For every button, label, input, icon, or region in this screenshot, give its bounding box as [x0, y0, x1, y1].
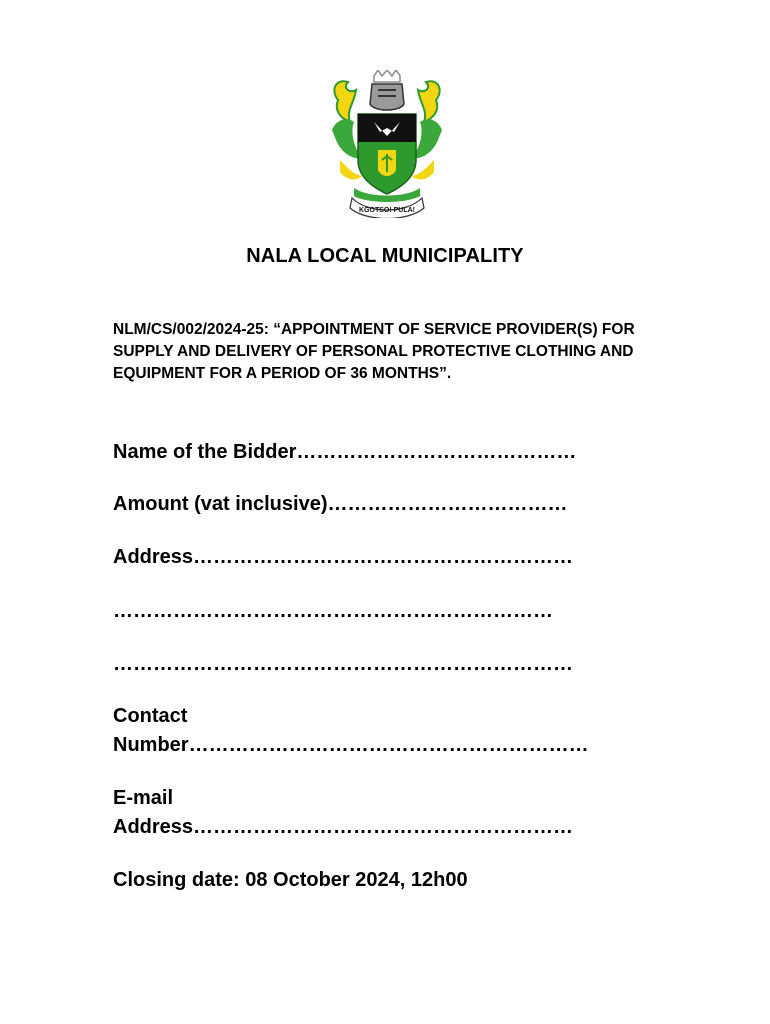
- tender-reference: NLM/CS/002/2024-25: “APPOINTMENT OF SERVICE PROVIDER(S) FOR SUPPLY AND DELIVERY OF PERSONAL PROTECTIVE CLOTHING AND EQUIPMENT FOR A PERIOD OF 36 MONTHS”.: [113, 321, 635, 382]
- municipal-crest: [328, 70, 446, 218]
- email-address-field: Address…………………………………………………: [113, 816, 574, 838]
- bidder-name-field: Name of the Bidder……………………………………: [113, 441, 577, 463]
- address-line-2: …………………………………………………………: [113, 600, 553, 622]
- crest-motto: KGOTSO! PULA!: [359, 207, 415, 214]
- closing-date: Closing date: 08 October 2024, 12h00: [113, 869, 468, 891]
- address-line-3: ……………………………………………………………: [113, 653, 573, 675]
- page-title: NALA LOCAL MUNICIPALITY: [246, 245, 524, 267]
- address-field: Address…………………………………………………: [113, 546, 574, 568]
- email-label: E-mail: [113, 787, 174, 809]
- amount-field: Amount (vat inclusive)………………………………: [113, 493, 568, 515]
- contact-label: Contact: [113, 705, 188, 727]
- crest-logo: [328, 70, 446, 218]
- contact-number-field: Number……………………………………………………: [113, 734, 589, 756]
